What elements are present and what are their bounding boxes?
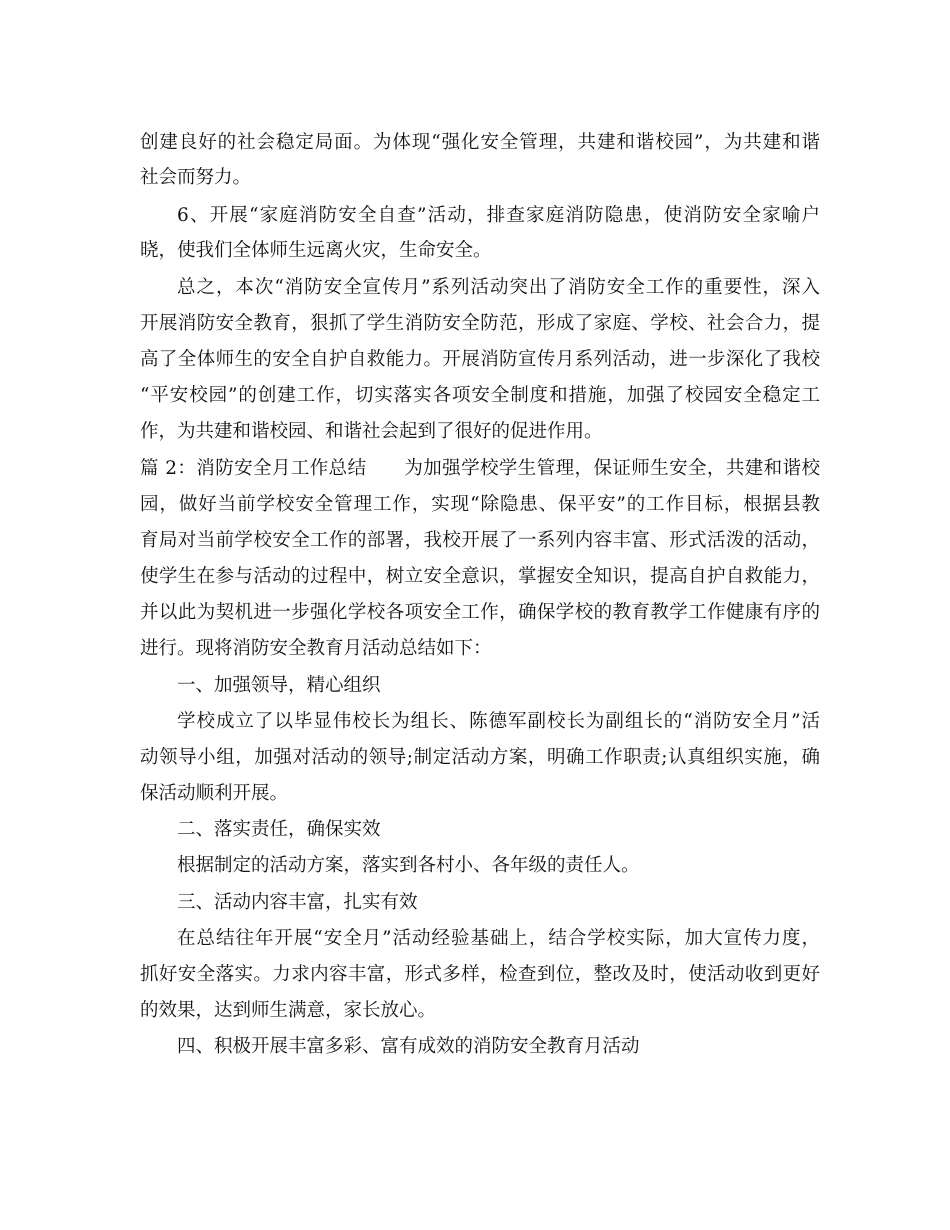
- text-line: “平安校园”的创建工作，切实落实各项安全制度和措施，加强了校园安全稳定工: [140, 385, 820, 406]
- text-line: 并以此为契机进一步强化学校各项安全工作，确保学校的教育教学工作健康有序的: [140, 602, 820, 623]
- text-line: 学校成立了以毕显伟校长为组长、陈德军副校长为副组长的“消防安全月”活: [177, 711, 820, 732]
- text-line: 高了全体师生的安全自护自救能力。开展消防宣传月系列活动，进一步深化了我校: [140, 349, 820, 370]
- text-line: 开展消防安全教育，狠抓了学生消防安全防范，形成了家庭、学校、社会合力，提: [140, 313, 820, 334]
- subheading-line: 四、积极开展丰富多彩、富有成效的消防安全教育月活动: [177, 1036, 640, 1057]
- text-line: 创建良好的社会稳定局面。为体现“强化安全管理，共建和谐校园”，为共建和谐: [140, 132, 820, 153]
- text-line: 作，为共建和谐校园、和谐社会起到了很好的促进作用。: [140, 421, 603, 442]
- subheading-line: 二、落实责任，确保实效: [177, 819, 381, 840]
- text-line: 的效果，达到师生满意，家长放心。: [140, 1000, 437, 1021]
- text-line: 晓，使我们全体师生远离火灾，生命安全。: [140, 240, 492, 261]
- text-line: 社会而努力。: [140, 167, 252, 188]
- text-line: 动领导小组，加强对活动的领导;制定活动方案，明确工作职责;认真组织实施，确: [140, 747, 820, 768]
- text-line: 根据制定的活动方案，落实到各村小、各年级的责任人。: [177, 855, 640, 876]
- text-line: 6、开展“家庭消防安全自查”活动，排查家庭消防隐患，使消防安全家喻户: [177, 205, 820, 226]
- text-line: 园，做好当前学校安全管理工作，实现“除隐患、保平安”的工作目标，根据县教: [140, 494, 820, 515]
- subheading-line: 三、活动内容丰富，扎实有效: [177, 892, 418, 913]
- subheading-line: 一、加强领导，精心组织: [177, 675, 381, 696]
- text-line: 进行。现将消防安全教育月活动总结如下：: [140, 638, 492, 659]
- text-line: 总之，本次“消防安全宣传月”系列活动突出了消防安全工作的重要性，深入: [177, 277, 820, 298]
- text-line: 抓好安全落实。力求内容丰富，形式多样，检查到位，整改及时，使活动收到更好: [140, 964, 820, 985]
- text-line: 保活动顺利开展。: [140, 783, 289, 804]
- text-line: 在总结往年开展“安全月”活动经验基础上，结合学校实际，加大宣传力度，: [177, 928, 820, 949]
- text-line: 使学生在参与活动的过程中，树立安全意识，掌握安全知识，提高自护自救能力，: [140, 566, 820, 587]
- text-line: 育局对当前学校安全工作的部署，我校开展了一系列内容丰富、形式活泼的活动，: [140, 530, 820, 551]
- section-heading-line: 篇 2：消防安全月工作总结 为加强学校学生管理，保证师生安全，共建和谐校: [140, 458, 820, 479]
